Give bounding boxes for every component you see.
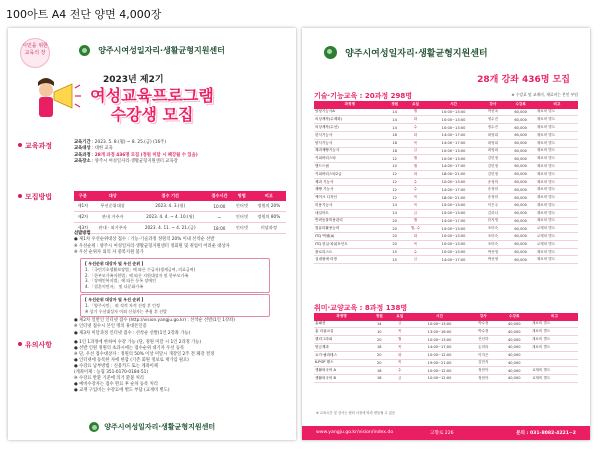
table-row: K-POP 댄스 20 목 19:00~21:00 김민지 40,000 xyxy=(314,359,578,367)
edition-label: 2023년 제2기 xyxy=(103,75,164,85)
org-name: 양주시여성일자리·생활균형지원센터 xyxy=(98,46,225,55)
org-name: 양주시여성일자리·생활균형지원센터 xyxy=(345,49,488,59)
table-row: 미용기능사 14 목 10:00~13:00 이은주 60,000 재료비 별도 xyxy=(314,201,578,209)
table-row: 커피바리스타 12 월 10:00~13:00 김민정 60,000 재료비 별도 xyxy=(314,155,578,163)
table-row: 반려동물미용관리 20 월 14:00~17:00 한지영 60,000 재료비 별도 xyxy=(314,217,578,225)
third-line: ● 제3차 미달과정 인터넷 접수 : 선착순 선발(1인 2강좌 가능) xyxy=(74,330,191,336)
notice-item: ※ 수강료 반환 기준에 의거 환불 처리 xyxy=(74,376,144,381)
flyer-front xyxy=(8,28,296,440)
overview-item: 교육대상 : 대한 교육 xyxy=(74,146,113,152)
table-row: 생활외국어 A 18 수 10:00~12:00 정현아 40,000 교재비 별도 xyxy=(314,367,578,375)
notice-item: (계좌이체 : 농협 351-0170-0184-51) xyxy=(74,370,148,375)
title-line-1: 여성교육프로그램 xyxy=(90,86,214,105)
table-row: 의상제작(수제화) 14 화 10:00~13:00 정수진 60,000 재료비 별도 xyxy=(314,116,578,124)
footer-org: 양주시여성일자리·생활균형지원센터 xyxy=(8,422,296,432)
product-caption: 100아트 A4 전단 양면 4,000장 xyxy=(6,8,162,21)
address-text: 고향로 226 xyxy=(430,431,454,436)
section-apply-label: 모집방법 xyxy=(18,192,52,202)
footnote: ※ 교육시간 및 강사는 센터 사정에 따라 변동될 수 있음 xyxy=(316,411,396,415)
table-row: 의상제작(수선) 14 수 10:00~13:00 정수진 60,000 재료비 별도 xyxy=(314,124,578,132)
course-table-tech xyxy=(314,101,578,264)
table-row: 컴퓨터활용능력 20 월, 수 10:00~13:00 조미숙 60,000 교재비 별도 xyxy=(314,225,578,233)
table-row: 한식기능사 18 화 14:00~17:00 최영희 60,000 재료비 별도 xyxy=(314,131,578,139)
org-header xyxy=(8,40,296,59)
table-row: 요가·필라테스 20 화 10:00~12:00 이지은 40,000 xyxy=(314,351,578,359)
priority-box-2: [ 우선순위 대상자 및 우선 순위 ] 1. 「양주시민」 외 적격 자격 선정 후 인정 ※ 상기 우선대상자 이외 신청자는 추첨 후 선발 xyxy=(80,294,270,317)
table-row: 제1차 무선순위대상 2023. 4. 3.(월) 10:00 인터넷 정원의 20% xyxy=(74,201,286,212)
main-title xyxy=(8,86,296,124)
category-title: 기술·기능교육 : 20과정 298명 xyxy=(314,92,412,100)
overview-item: 교육장소 : 양주시 여성일자리·생활균형지원센터 교육장 xyxy=(74,159,178,165)
phone-text: 문의 : 031-8082-4221~2 xyxy=(516,431,576,436)
table-row: 제3차 관내 · 외거주자 2023. 4. 11. ~ 4. 21.(금) 18:00 인터넷 미달과정 xyxy=(74,223,286,234)
notice-item: ● 1인 1과정에 한하여 수강 가능 (단, 정원 미달 시 1인 2과정 가능) xyxy=(74,340,202,345)
table-row: 양식기능사 18 목 14:00~17:00 최영희 60,000 재료비 별도 xyxy=(314,139,578,147)
notice-item: ● 선발 인원 정원의 초과시에는 접수순위 대기자 우선 등록 xyxy=(74,346,185,351)
table-row: 양금제과 18 목 14:00~17:00 손미라 40,000 재료비 별도 xyxy=(314,343,578,351)
selection-block xyxy=(74,231,288,257)
table-row: 제과제빵기능사 18 금 10:00~13:00 최영희 60,000 재료비 별도 xyxy=(314,147,578,155)
center-logo-icon xyxy=(324,46,337,59)
overview-item: 교육기간 : 2023. 5. 8.(월) ~ 8. 25.(금) (16주) xyxy=(74,140,167,145)
table-row: ITQ 한글·파워포인트 20 목 10:00~13:00 조미숙 60,000 교재비 별도 xyxy=(314,240,578,248)
table-row: 핸드드립 10 월 14:00~17:00 김민정 60,000 재료비 별도 xyxy=(314,163,578,171)
category-title: 취미·교양교육 : 8과정 138명 xyxy=(314,304,408,312)
table-row: 양장기능사A 14 월 10:00~13:00 박현옥 60,000 재료비 별도 xyxy=(314,109,578,116)
selection-title: 선발방법 xyxy=(74,231,91,236)
event-badge: 시민을 위한 교육의 장 xyxy=(20,38,50,68)
table-row: 실내원예·리빙 15 금 14:00~17:00 박선영 60,000 재료비 별도 xyxy=(314,256,578,264)
notice-item: ● 예비수강자는 접수 완료 후 순차 등록 처리 xyxy=(74,382,158,387)
table-row: 제과 기능사 12 수 10:00~13:00 송정미 60,000 재료비 별도 xyxy=(314,178,578,186)
notice-item: ● 교재 구입비는 수강료에 별도 부담 (교재비 별도) xyxy=(74,388,170,393)
notice-item: ※ 단, 우선 접수대상자 : 정원의 50% 이상 미달시 개강일 2주 전 폐강 결정 xyxy=(74,352,215,357)
table-row: 커피바리스타2급 12 화 18:00~21:00 김민정 60,000 재료비 별도 xyxy=(314,170,578,178)
contact-footer xyxy=(302,426,590,440)
flyer-back xyxy=(302,28,590,440)
selection-line: ※ 우선순위 : 양주시 여성일자리·생활균형지원센터 정회원 및 취업이 어려운 대상자 xyxy=(74,243,230,249)
table-header-row: 구분 대상 접수 기간 접수시간 방법 비고 xyxy=(74,191,286,201)
overview-list xyxy=(74,140,288,166)
online-note: ※ 인터넷 접수시 본인 명의 휴대폰인증 xyxy=(74,324,147,330)
center-logo-icon xyxy=(79,45,90,56)
table-row: 홈 리폼교실 10 목 13:00~16:00 박수정 40,000 재료비 별도 xyxy=(314,328,578,336)
table-header-row: 과정명 정원 요일 시간 강사 수강료 비고 xyxy=(314,313,578,321)
online-line: ● 제2차 일반인 인터넷 접수 (http://vision.yangju.go.kr) : 선착순 선발(1인 1강좌) xyxy=(74,318,235,323)
table-row: 케이크 디자인 12 목 18:00~21:00 송정미 60,000 재료비 별도 xyxy=(314,194,578,202)
footer-logo-icon xyxy=(89,422,99,432)
notice-item: ● 수강료 납부방법 : 신용카드 또는 계좌이체 xyxy=(74,364,158,369)
course-table-hobby xyxy=(314,313,578,383)
selection-line: ※ 우선 순위자 외의 자 중복지원 불가 xyxy=(74,250,144,256)
section-notice-label: 유의사항 xyxy=(18,340,52,350)
table-row: 플로리스트 15 수 10:00~13:00 박선영 60,000 재료비 별도 xyxy=(314,248,578,256)
overview-item: 교육과정 : 28개 과정 436명 모집 (정원 미달 시 폐강될 수 있음) xyxy=(74,152,198,158)
schedule-table xyxy=(74,191,286,234)
fee-note: ※ 수강료 및 교재비, 재료비는 본인 부담 xyxy=(511,92,578,97)
online-block xyxy=(74,318,288,337)
table-row: 홈패션 14 금 10:00~13:00 박수정 40,000 재료비 별도 xyxy=(314,321,578,328)
website-url[interactable]: www.yangju.go.kr/vision/index.do xyxy=(316,430,394,435)
table-row: 제2차 관내 거주자 2023. 4. 4. ~ 4. 10.(월) ~ 인터넷 정원의 80% xyxy=(74,212,286,223)
selection-line: ● 제1차 우선순위대상 접수 : 기능·기술과정 정원의 20% 이내 선착순 선발 xyxy=(74,237,215,243)
recruit-subtitle: 28개 강좌 436명 모집 xyxy=(477,75,570,85)
table-row: 네일아트 14 금 10:00~13:00 김하나 60,000 재료비 별도 xyxy=(314,209,578,217)
table-row: 제빵 기능사 12 수 14:00~17:00 송정미 60,000 재료비 별도 xyxy=(314,186,578,194)
table-row: 생활외국어 B 18 금 10:00~12:00 정현아 40,000 교재비 별도 xyxy=(314,375,578,383)
table-row: ITQ 엑셀(A) 20 화 10:00~13:00 조미숙 60,000 교재비 별도 xyxy=(314,233,578,241)
section-overview-label: 교육과정 xyxy=(18,141,52,151)
org-header xyxy=(324,42,488,61)
title-line-2: 수강생 모집 xyxy=(110,105,194,124)
table-row: 캘리그라피 20 월 10:00~13:00 진선하 40,000 재료비 별도 xyxy=(314,336,578,344)
priority-box: [ 우선순위 대상자 및 우선 순위 ] 1. 「국민기초생활보장법」에 따른 수급자(생계급여, 의료급여) 2. 「한부모가족지원법」에 따른 지원대상자 및 한부모가족 3. 「장애인복지법」에 따른 등록 장애인 4. 「결혼이민자」 및 다문화가족 xyxy=(80,258,270,293)
notice-list xyxy=(74,340,288,394)
notice-item: ● 인터넷에 등록한 자에 한함 (기존 회원 정보로 재가입 필요) xyxy=(74,358,189,363)
table-header-row: 과정명 정원 요일 시간 강사 수강료 비고 xyxy=(314,101,578,109)
